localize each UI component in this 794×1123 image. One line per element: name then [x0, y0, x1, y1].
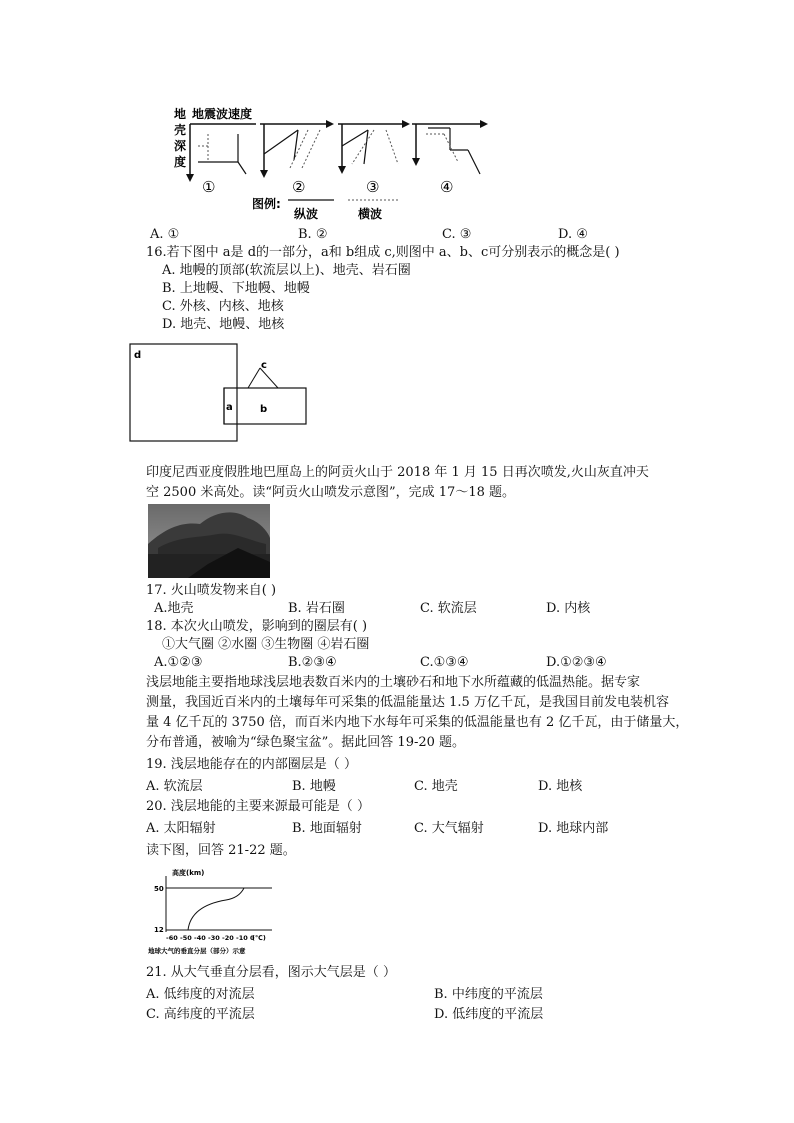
q17-option-c: C. 软流层 — [420, 601, 477, 616]
q18-option-d: D.①②③④ — [546, 655, 607, 670]
q21-stem: 21. 从大气垂直分层看，图示大气层是（ ） — [146, 965, 396, 980]
legend-p-label: 纵波 — [294, 207, 319, 221]
panel-label-2: ② — [292, 178, 306, 196]
q19-stem: 19. 浅层地能存在的内部圈层是（ ） — [146, 757, 357, 772]
q16-stem: 16.若下图中 a是 d的一部分，a和 b组成 c,则图中 a、b、c可分别表示的概念是( ) — [146, 245, 620, 260]
q19-option-a: A. 软流层 — [146, 779, 203, 794]
volcano-passage-line-1: 印度尼西亚度假胜地巴厘岛上的阿贡火山于 2018 年 1 月 15 日再次喷发,火山灰直冲天 — [146, 465, 649, 480]
volcano-eruption-photo — [148, 504, 270, 578]
geo-passage-line-2: 测量，我国近百米内的土壤每年可采集的低温能量达 1.5 万亿千瓦，是我国目前发电装机容 — [146, 695, 669, 710]
q16-option-d: D. 地壳、地幔、地核 — [162, 317, 285, 332]
q19-option-c: C. 地壳 — [414, 779, 458, 794]
fig21-xunit: (℃) — [252, 934, 266, 942]
q20-option-d: D. 地球内部 — [538, 821, 609, 836]
seismic-wave-figure — [168, 104, 498, 224]
q15-option-c: C. ③ — [442, 227, 472, 242]
panel-label-4: ④ — [440, 178, 454, 196]
atmosphere-layer-figure — [146, 864, 278, 956]
label-d: d — [134, 350, 142, 361]
q17-option-b: B. 岩石圈 — [288, 601, 345, 616]
q20-option-a: A. 太阳辐射 — [146, 821, 216, 836]
set-relation-diagram — [128, 342, 310, 444]
axis-y-label-2: 壳 — [174, 123, 187, 137]
volcano-passage-line-2: 空 2500 米高处。读“阿贡火山喷发示意图”，完成 17～18 题。 — [146, 485, 515, 500]
panel-label-1: ① — [202, 178, 216, 196]
box-d — [130, 344, 237, 441]
q20-option-c: C. 大气辐射 — [414, 821, 484, 836]
seismic-wave-diagram — [168, 104, 498, 224]
q18-option-a: A.①②③ — [154, 655, 203, 670]
q21-option-d: D. 低纬度的平流层 — [434, 1007, 544, 1022]
fig21-ytick-50: 50 — [154, 885, 164, 893]
q21-option-c: C. 高纬度的平流层 — [146, 1007, 255, 1022]
q17-option-d: D. 内核 — [546, 601, 591, 616]
q17-option-a: A.地壳 — [154, 601, 194, 616]
axis-y-label-3: 深 — [174, 139, 187, 153]
label-a: a — [226, 402, 233, 413]
q21-option-b: B. 中纬度的平流层 — [434, 987, 543, 1002]
geo-passage-line-1: 浅层地能主要指地球浅层地表数百米内的土壤砂石和地下水所蕴藏的低温热能。据专家 — [146, 675, 641, 690]
q19-option-b: B. 地幔 — [292, 779, 336, 794]
fig21-caption: 地球大气的垂直分层（部分）示意 — [148, 947, 246, 955]
q18-stem: 18. 本次火山喷发，影响到的圈层有( ) — [146, 619, 368, 634]
axis-y-label-1: 地 — [174, 107, 187, 121]
q19-option-d: D. 地核 — [538, 779, 583, 794]
q15-option-a: A. ① — [150, 227, 180, 242]
axis-y-label-4: 度 — [174, 155, 187, 169]
q16-option-b: B. 上地幔、下地幔、地幔 — [162, 281, 310, 296]
legend-s-label: 横波 — [358, 207, 383, 221]
fig21-xticks: -60 -50 -40 -30 -20 -10 0 — [166, 934, 255, 942]
read-figure-instruction: 读下图，回答 21-22 题。 — [146, 843, 296, 858]
q21-option-a: A. 低纬度的对流层 — [146, 987, 255, 1002]
q20-stem: 20. 浅层地能的主要来源最可能是（ ） — [146, 799, 370, 814]
q15-option-b: B. ② — [298, 227, 328, 242]
temperature-curve — [188, 888, 244, 930]
fig21-ylabel: 高度(km) — [172, 869, 205, 877]
q18-option-c: C.①③④ — [420, 655, 469, 670]
q15-option-d: D. ④ — [558, 227, 588, 242]
q20-option-b: B. 地面辐射 — [292, 821, 362, 836]
q16-option-c: C. 外核、内核、地核 — [162, 299, 284, 314]
q16-option-a: A. 地幔的顶部(软流层以上)、地壳、岩石圈 — [162, 263, 411, 278]
q18-option-b: B.②③④ — [288, 655, 337, 670]
label-c: c — [261, 360, 267, 371]
axis-x-label: 地震波速度 — [192, 107, 253, 121]
legend-title: 图例: — [252, 197, 281, 211]
geo-passage-line-4: 分布普通，被喻为“绿色聚宝盆”。据此回答 19-20 题。 — [146, 735, 466, 750]
geo-passage-line-3: 量 4 亿千瓦的 3750 倍，而百米内地下水每年可采集的低温能量也有 2 亿千瓦，由于储量大， — [146, 715, 689, 730]
q17-stem: 17. 火山喷发物来自( ) — [146, 583, 277, 598]
fig21-ytick-12: 12 — [154, 926, 164, 934]
panel-label-3: ③ — [366, 178, 380, 196]
label-b: b — [260, 404, 268, 415]
q18-choices: ①大气圈 ②水圈 ③生物圈 ④岩石圈 — [162, 637, 370, 652]
